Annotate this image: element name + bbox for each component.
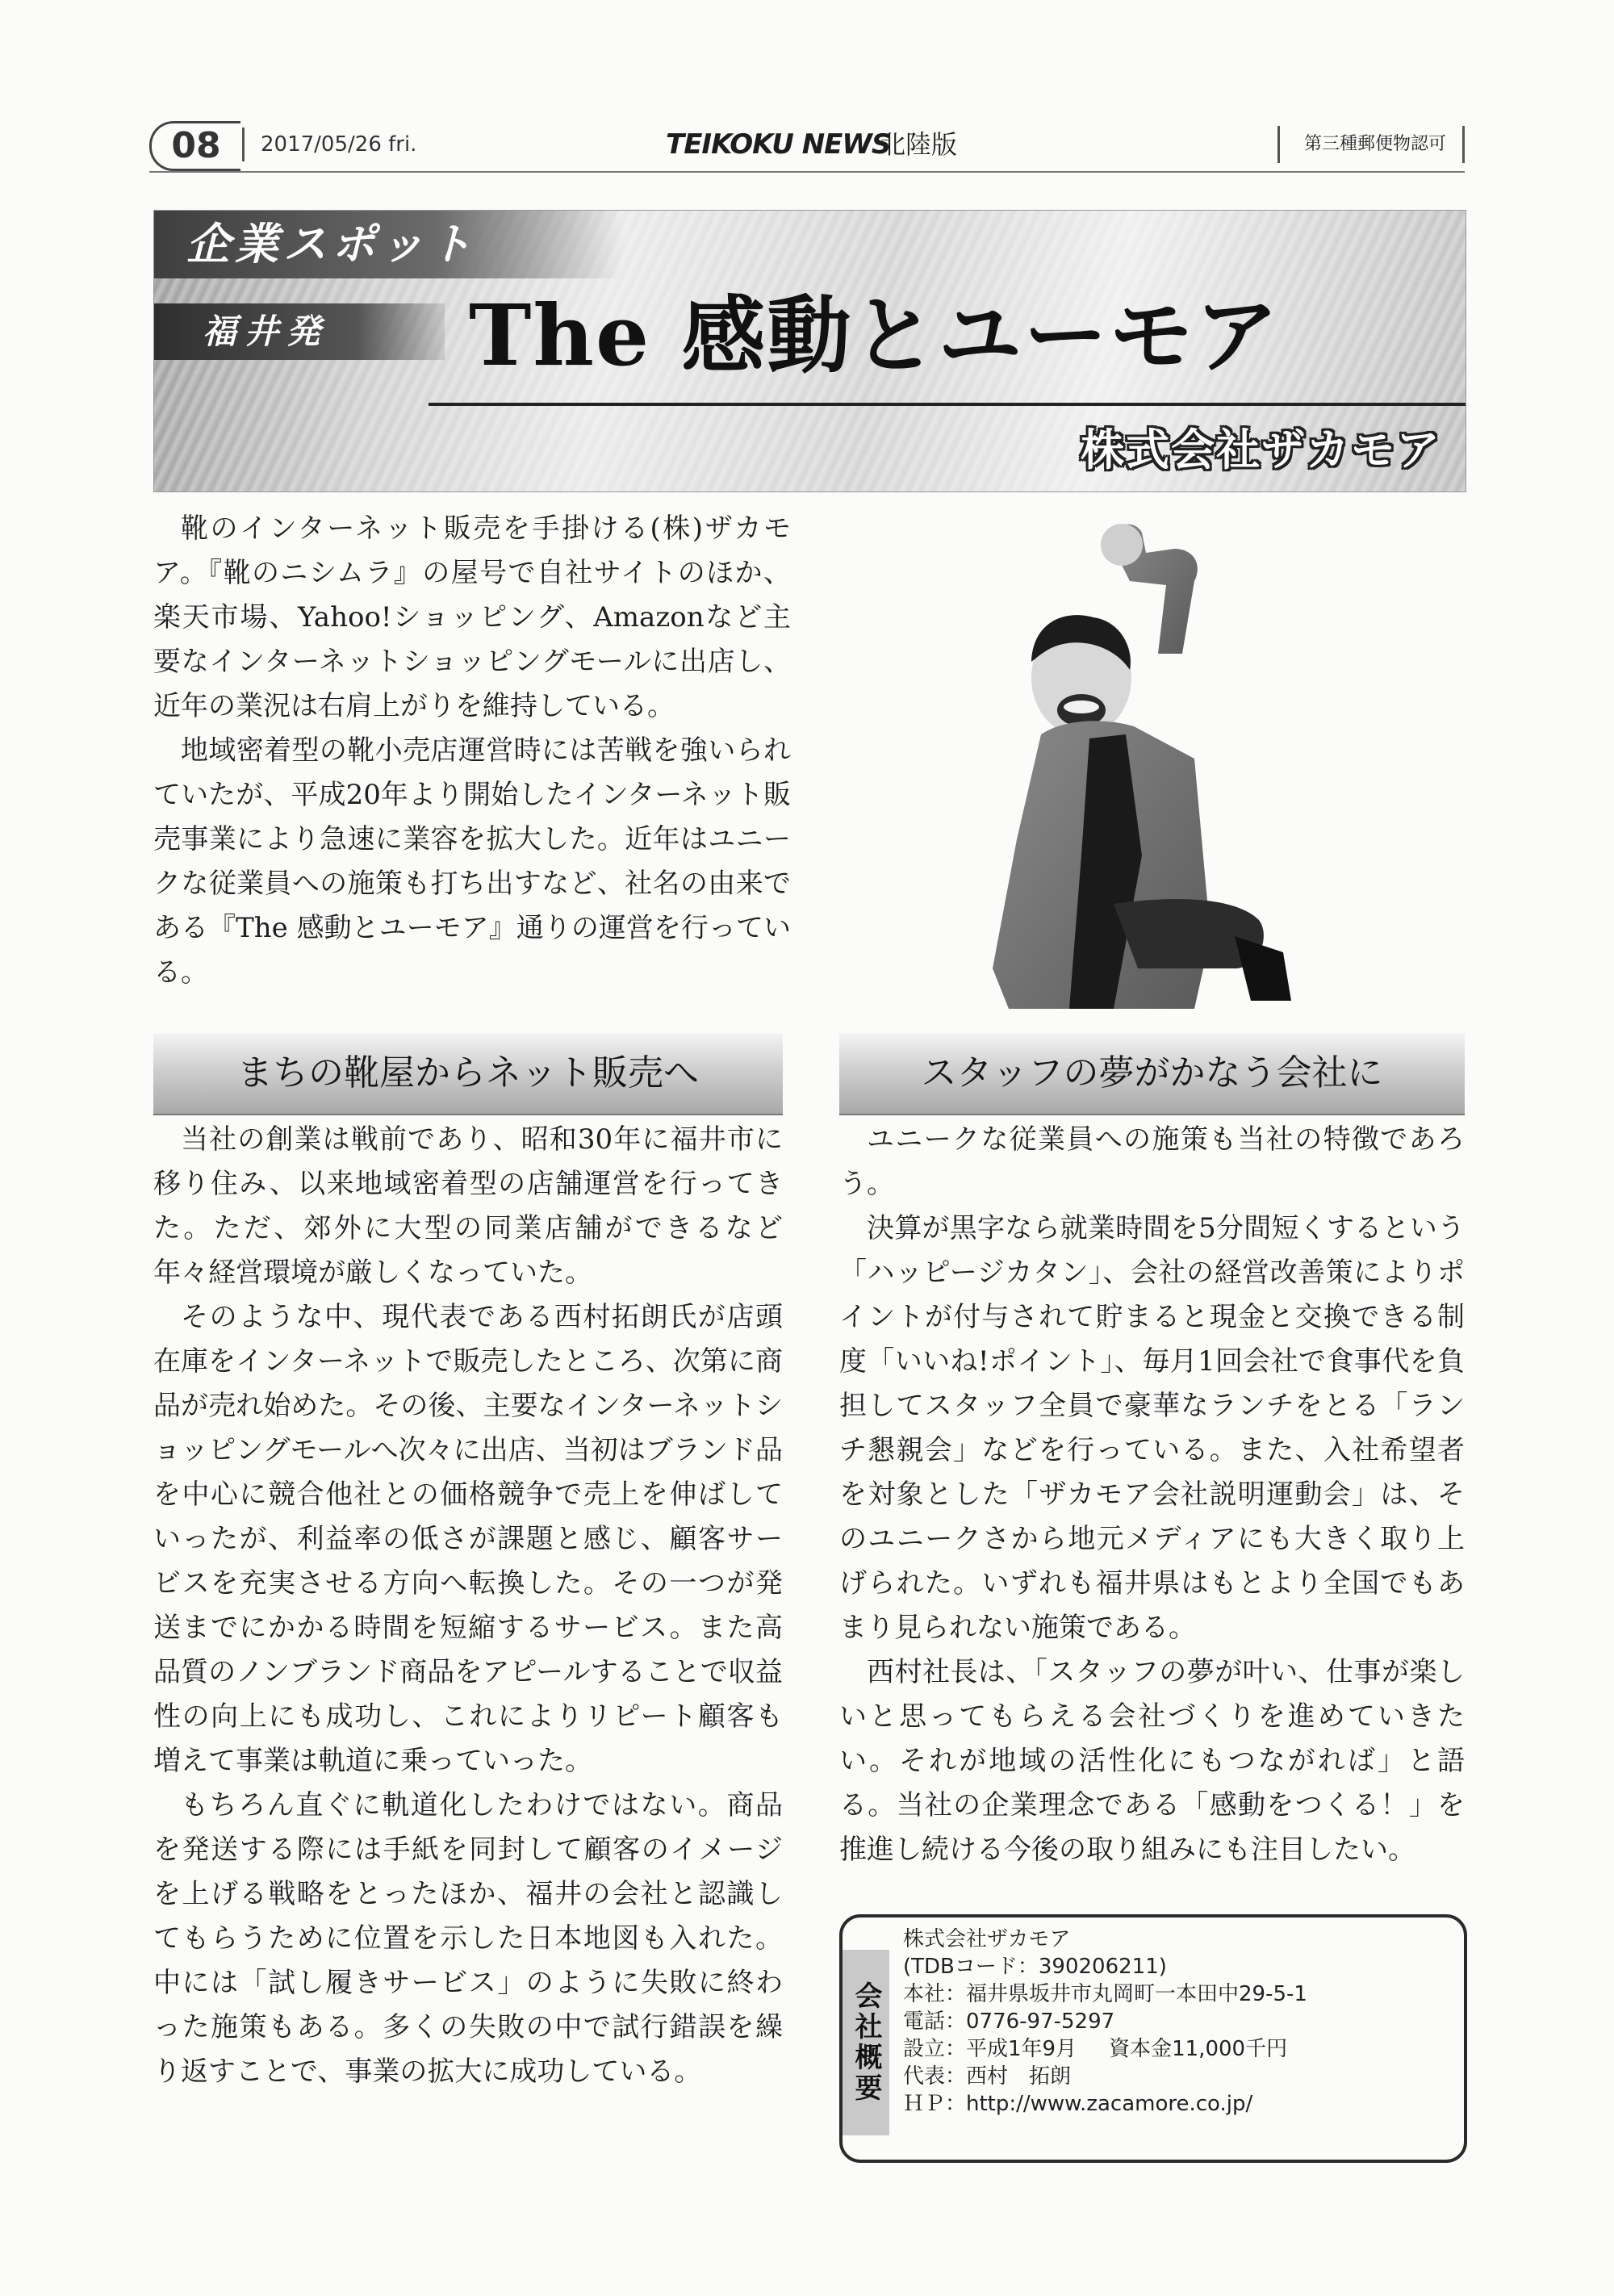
edition-label: 北陸版	[880, 129, 958, 160]
profile-tdb-code: (TDBコード：390206211)	[903, 1955, 1167, 1979]
issue-date: 2017/05/26 fri.	[242, 128, 416, 161]
right-column-text	[839, 1118, 1465, 1872]
profile-established: 設立：平成1年9月	[903, 2037, 1077, 2061]
page-header	[149, 121, 1465, 169]
title-banner	[153, 210, 1466, 492]
postal-permit: 第三種郵便物認可	[1277, 126, 1465, 163]
page-number: 08	[149, 121, 240, 171]
section-heading-left: まちの靴屋からネット販売へ	[153, 1033, 783, 1115]
intro-paragraph: 靴のインターネット販売を手掛ける(株)ザカモア。『靴のニシムラ』の屋号で自社サイトのほか、楽天市場、Yahoo!ショッピング、Amazonなど主要なインターネットショッピングモールに出店し、近年の業況は右肩上がりを維持している。	[153, 512, 791, 722]
profile-label: 会社概要	[843, 1950, 889, 2135]
body-paragraph: そのような中、現代表である西村拓朗氏が店頭在庫をインターネットで販売したところ、次第に商品が売れ始めた。その後、主要なインターネットショッピングモールへ次々に出店、当初はブランド品を中心に競合他社との価格競争で売上を伸ばしていったが、利益率の低さが課題と感じ、顧客サービスを充実させる方向へ転換した。その一つが発送までにかかる時間を短縮するサービス。また高品質のノンブランド商品をアピールすることで収益性の向上にも成功し、これによりリピート顧客も増えて事業は軌道に乗っていった。	[153, 1301, 783, 1777]
title-underline	[429, 403, 1466, 406]
body-paragraph: 決算が黒字なら就業時間を5分間短くするという「ハッピージカタン」、会社の経営改善策によりポイントが付与されて貯まると現金と交換できる制度「いいね!ポイント」、毎月1回会社で食事代を負担してスタッフ全員で豪華なランチをとる「ランチ懇親会」などを行っている。また、入社希望者を対象とした「ザカモア会社説明運動会」は、そのユニークさから地元メディアにも大きく取り上げられた。いずれも福井県はもとより全国でもあまり見られない施策である。	[839, 1212, 1465, 1644]
header-divider	[149, 171, 1465, 173]
profile-homepage[interactable]: ＨＰ：http://www.zacamore.co.jp/	[903, 2092, 1253, 2116]
company-profile-box	[839, 1914, 1467, 2163]
profile-details	[903, 1926, 1448, 2118]
person-photo-icon	[993, 516, 1307, 1009]
body-paragraph: もちろん直ぐに軌道化したわけではない。商品を発送する際には手紙を同封して顧客のイメージを上げる戦略をとったほか、福井の会社と認識してもらうために位置を示した日本地図も入れた。中には「試し履きサービス」のように失敗に終わった施策もある。多くの失敗の中で試行錯誤を繰り返すことで、事業の拡大に成功している。	[153, 1789, 783, 2088]
article-title: The 感動とユーモア	[469, 286, 1281, 385]
origin-tag: 福井発	[154, 303, 445, 360]
intro-paragraph: 地域密着型の靴小売店運営時には苦戦を強いられていたが、平成20年より開始したインターネット販売事業により急速に業容を拡大した。近年はユニークな従業員への施策も打ち出すなど、社名の由来である『The 感動とユーモア』通りの運営を行っている。	[153, 734, 791, 989]
category-tag: 企業スポット	[154, 211, 622, 278]
company-name-banner: 株式会社ザカモア	[1081, 424, 1441, 475]
profile-address: 本社：福井県坂井市丸岡町一本田中29-5-1	[903, 1982, 1307, 2006]
profile-phone: 電話：0776-97-5297	[903, 2010, 1115, 2034]
body-paragraph: 西村社長は、「スタッフの夢が叶い、仕事が楽しいと思ってもらえる会社づくりを進めていきたい。それが地域の活性化にもつながれば」と語る。当社の企業理念である「感動をつくる！」を推進し続ける今後の取り組みにも注目したい。	[839, 1656, 1465, 1866]
body-paragraph: 当社の創業は戦前であり、昭和30年に福井市に移り住み、以来地域密着型の店舗運営を行ってきた。ただ、郊外に大型の同業店舗ができるなど年々経営環境が厳しくなっていた。	[153, 1123, 783, 1289]
profile-representative: 代表：西村 拓朗	[903, 2064, 1072, 2089]
newspaper-brand: TEIKOKU NEWS	[666, 128, 891, 161]
profile-company-name: 株式会社ザカモア	[903, 1927, 1071, 1951]
intro-text	[153, 507, 791, 995]
body-paragraph: ユニークな従業員への施策も当社の特徴であろう。	[839, 1123, 1465, 1200]
section-heading-right: スタッフの夢がかなう会社に	[839, 1033, 1465, 1115]
profile-capital: 資本金11,000千円	[1109, 2037, 1288, 2061]
left-column-text	[153, 1118, 783, 2094]
profile-established-row	[903, 2035, 1448, 2063]
